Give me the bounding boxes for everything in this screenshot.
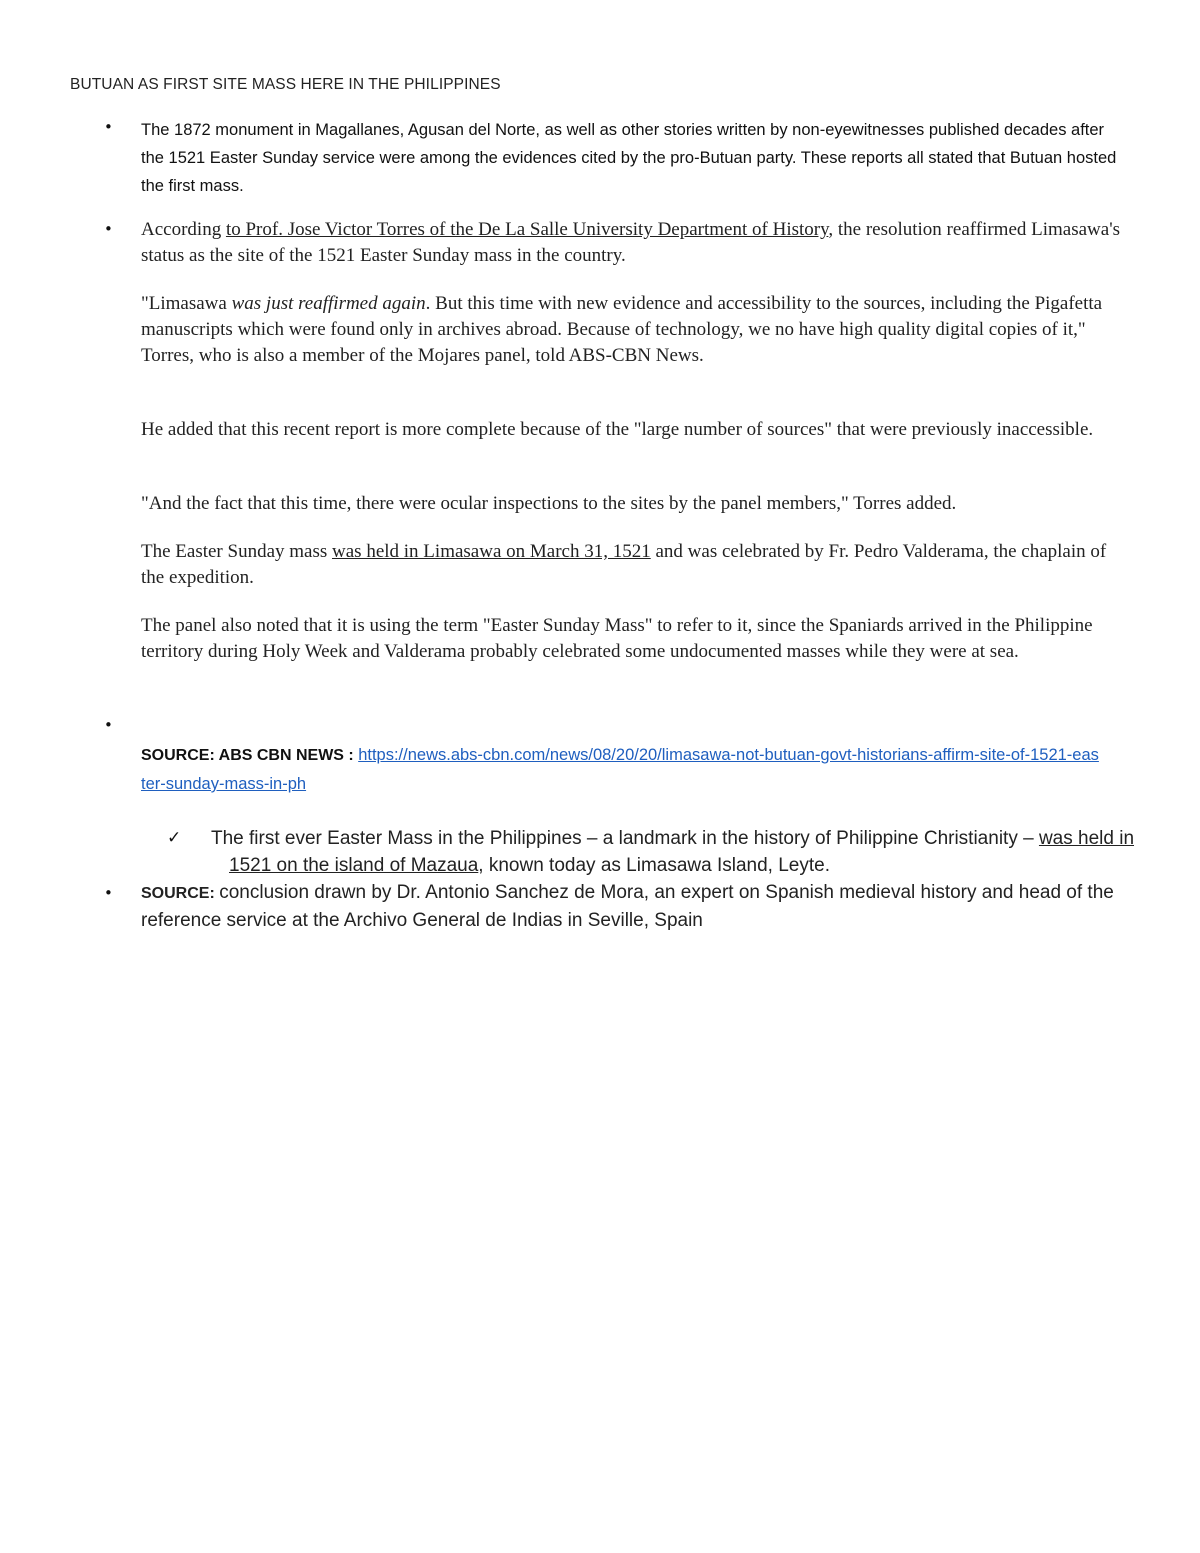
source-sanchez-de-mora	[141, 879, 1136, 934]
paragraph-limasawa-quote	[141, 291, 1131, 369]
source-abs-cbn	[141, 741, 1101, 798]
bullet2-pre: According	[141, 219, 226, 240]
check1-pre: The first ever Easter Mass in the Philippines – a landmark in the history of Philippine Christianity –	[211, 828, 1039, 849]
bullet-marker: •	[104, 884, 113, 902]
bullet-torres-resolution	[141, 217, 1131, 269]
para1-post: . But this time with new evidence and accessibility to the sources, including the Pigafetta manuscripts which were found only in archives abroad. Because of technology, we no have high quality digital copies of it," Torres, who is also a member of the Mojares panel, told ABS-CBN News.	[141, 293, 1103, 366]
source-url-link[interactable]: https://news.abs-cbn.com/news/08/20/20/limasawa-not-butuan-govt-historians-affirm-site-of-1521-easter-sunday-mass-in-ph	[141, 746, 1099, 793]
paragraph-sources: He added that this recent report is more complete because of the "large number of sources" that were previously inaccessible.	[141, 419, 1094, 440]
source2-label: SOURCE:	[141, 885, 220, 902]
paragraph-easter-mass	[141, 539, 1131, 591]
para1-pre: "Limasawa	[141, 293, 232, 314]
source2-text: conclusion drawn by Dr. Antonio Sanchez de Mora, an expert on Spanish medieval history and head of the reference service at the Archivo General de Indias in Seville, Spain	[141, 882, 1114, 931]
checkmark-icon: ✓	[167, 828, 182, 848]
paragraph-panel-term: The panel also noted that it is using the term "Easter Sunday Mass" to refer to it, since the Spaniards arrived in the Philippine territory during Holy Week and Valderama probably celebrated some undocumented masses while they were at sea.	[141, 615, 1093, 662]
limasawa-date-link[interactable]: was held in Limasawa on March 31, 1521	[332, 541, 651, 562]
check-mazaua-item	[211, 825, 1159, 879]
document-title: BUTUAN AS FIRST SITE MASS HERE IN THE PHILIPPINES	[70, 76, 501, 93]
check1-post: , known today as Limasawa Island, Leyte.	[478, 855, 830, 876]
paragraph-ocular-inspections: "And the fact that this time, there were ocular inspections to the sites by the panel members," Torres added.	[141, 493, 957, 514]
bullet-butuan-evidence: The 1872 monument in Magallanes, Agusan del Norte, as well as other stories written by non-eyewitnesses published decades after the 1521 Easter Sunday service were among the evidences cited by the pro-Butuan party. These reports all stated that Butuan hosted the first mass.	[141, 121, 1117, 195]
bullet2-post: , the resolution reaffirmed Limasawa's status as the site of the 1521 Easter Sunday mass in the country.	[141, 219, 1121, 266]
bullet-marker: •	[104, 220, 113, 238]
bullet-marker: •	[104, 716, 113, 734]
para4-pre: The Easter Sunday mass	[141, 541, 333, 562]
para1-italic: was just reaffirmed again	[231, 293, 426, 314]
source-label: SOURCE: ABS CBN NEWS :	[141, 747, 359, 764]
bullet-marker: •	[104, 118, 113, 136]
mazaua-link[interactable]: was held in 1521 on the island of Mazaua	[229, 828, 1135, 876]
para4-post: and was celebrated by Fr. Pedro Valderama, the chaplain of the expedition.	[141, 541, 1107, 588]
torres-link[interactable]: to Prof. Jose Victor Torres of the De La Salle University Department of History	[225, 219, 829, 240]
